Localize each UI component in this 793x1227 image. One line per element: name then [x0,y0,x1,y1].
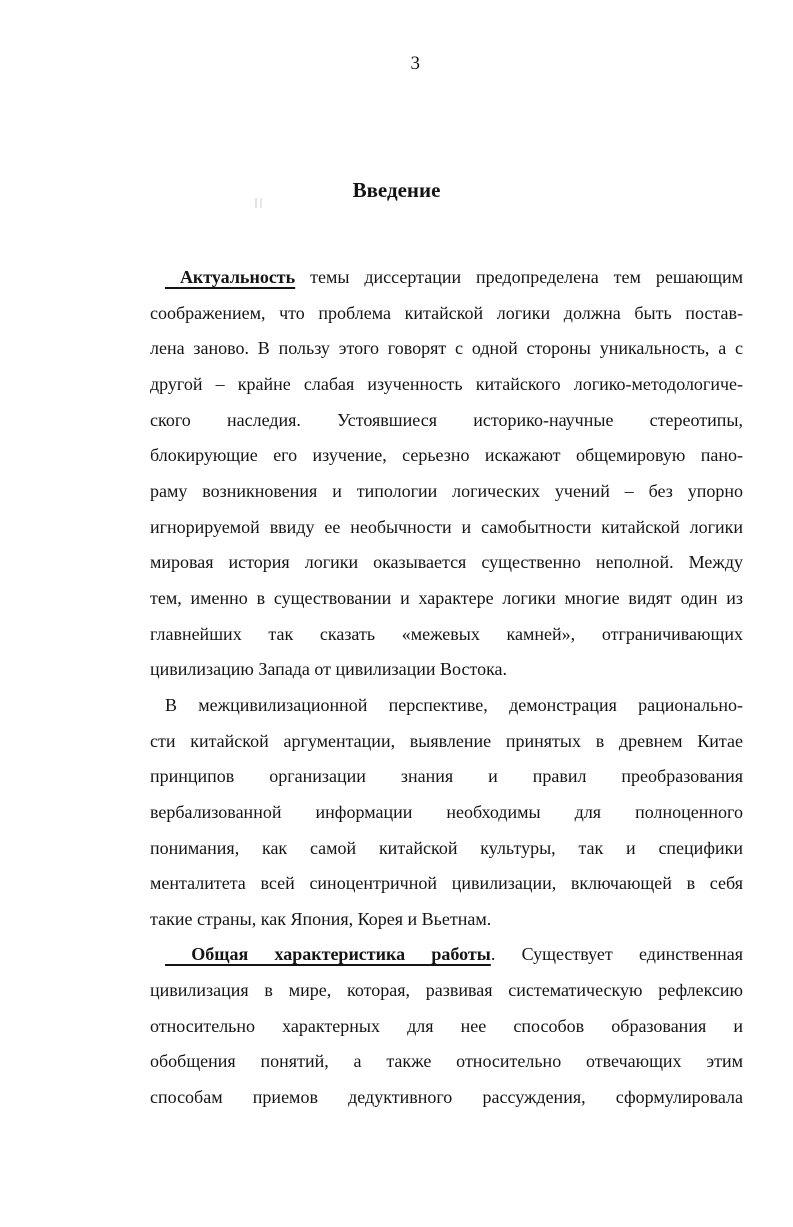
text-line: обобщения понятий, а также относительно отвечающих этим [150,1051,743,1072]
lead-phrase: Общая характеристика работы [165,944,491,965]
paragraph [150,260,743,688]
text-line: цивилизация в мире, которая, развивая систематическую рефлексию [150,980,743,1001]
text-line: цивилизацию Запада от цивилизации Востока. [150,659,508,680]
text-line: менталитета всей синоцентричной цивилизации, включающей в себя [150,873,743,894]
text-line: способам приемов дедуктивного рассуждения, сформулировала [150,1087,743,1108]
text-line: тем, именно в существовании и характере логики многие видят один из [150,587,743,608]
text-line: главнейших так сказать «межевых камней», отграничивающих [150,623,743,644]
paragraph [150,688,743,938]
text-line: ского наследия. Устоявшиеся историко-научные стереотипы, [150,409,743,430]
text-line: мировая история логики оказывается существенно неполной. Между [150,552,743,573]
text-line: принципов организации знания и правил преобразования [150,766,743,787]
text-line: сти китайской аргументации, выявление принятых в древнем Китае [150,730,743,751]
text-line: такие страны, как Япония, Корея и Вьетнам. [150,908,492,929]
text-line: Актуальность темы диссертации предопределена тем решающим [165,267,743,287]
page-number: 3 [410,53,421,74]
text-line: В межцивилизационной перспективе, демонстрация рационально- [165,694,743,715]
text-line: другой – крайне слабая изученность китайского логико-методологиче- [150,373,743,394]
text-line: раму возникновения и типологии логических учений – без упорно [150,480,743,501]
text-line: вербализованной информации необходимы для полноценного [150,801,743,822]
text-line: соображением, что проблема китайской логики должна быть постав- [150,302,743,323]
text-line: Общая характеристика работы. Существует единственная [165,944,743,965]
section-heading: Введение [352,178,441,202]
lead-phrase: Актуальность [165,267,296,287]
text-line: понимания, как самой китайской культуры, так и специфики [150,837,743,858]
scan-artifact [255,198,263,208]
text-line: лена заново. В пользу этого говорят с одной стороны уникальность, а с [150,338,743,359]
text-line: блокирующие его изучение, серьезно искажают общемировую пано- [150,445,743,466]
text-line: игнорируемой ввиду ее необычности и самобытности китайской логики [150,516,743,537]
text-line: относительно характерных для нее способов образования и [150,1015,743,1036]
body-text [0,260,793,1116]
paragraph [150,937,743,1115]
